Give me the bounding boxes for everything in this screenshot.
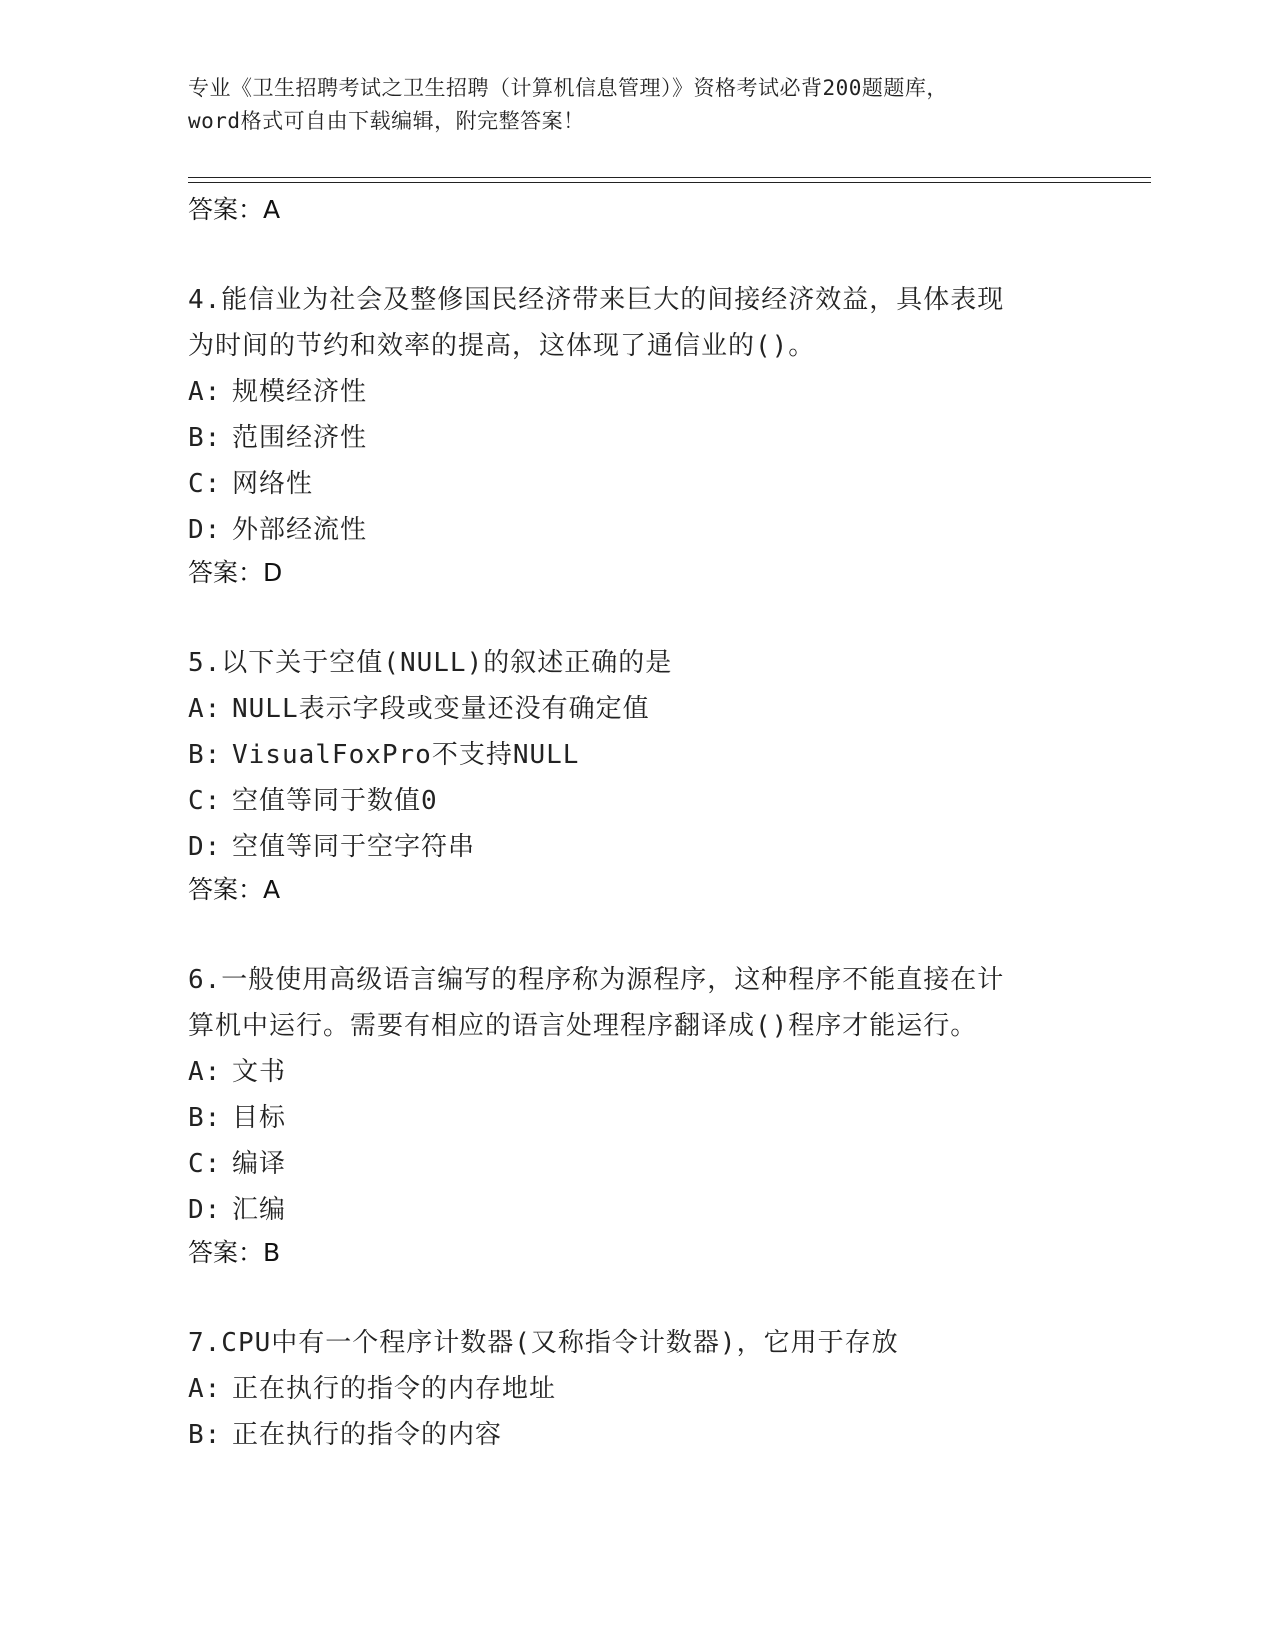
option-key: B: bbox=[188, 423, 222, 453]
option-text: 正在执行的指令的内容 bbox=[232, 1420, 503, 1450]
question-block bbox=[188, 1320, 1088, 1458]
answer-line: 答案：A bbox=[188, 195, 281, 224]
option-key: C: bbox=[188, 1149, 222, 1179]
option-key: C: bbox=[188, 469, 222, 499]
option-text: 网络性 bbox=[232, 469, 314, 499]
stem-line: 为时间的节约和效率的提高，这体现了通信业的()。 bbox=[188, 331, 816, 361]
spacer bbox=[188, 593, 1088, 640]
answer-line: 答案：A bbox=[188, 875, 281, 904]
option-key: B: bbox=[188, 740, 222, 770]
option-b bbox=[188, 415, 1088, 461]
question-stem bbox=[188, 1320, 1088, 1366]
option-text: 正在执行的指令的内存地址 bbox=[232, 1374, 557, 1404]
question-stem bbox=[188, 957, 1088, 1049]
option-a bbox=[188, 1366, 1088, 1412]
option-text: 空值等同于数值0 bbox=[232, 786, 438, 816]
option-a bbox=[188, 686, 1088, 732]
stem-line: 算机中运行。需要有相应的语言处理程序翻译成()程序才能运行。 bbox=[188, 1011, 978, 1041]
document-header bbox=[188, 72, 1088, 138]
option-text: NULL表示字段或变量还没有确定值 bbox=[232, 694, 650, 724]
answer-line: 答案：D bbox=[188, 558, 283, 587]
question-stem bbox=[188, 277, 1088, 369]
option-key: B: bbox=[188, 1103, 222, 1133]
option-key: C: bbox=[188, 786, 222, 816]
stem-line: 4.能信业为社会及整修国民经济带来巨大的间接经济效益，具体表现 bbox=[188, 285, 1005, 315]
option-key: A: bbox=[188, 377, 222, 407]
option-c bbox=[188, 778, 1088, 824]
option-text: 目标 bbox=[232, 1103, 287, 1133]
stem-line: 5.以下关于空值(NULL)的叙述正确的是 bbox=[188, 648, 673, 678]
option-text: 外部经流性 bbox=[232, 515, 368, 545]
option-c bbox=[188, 1141, 1088, 1187]
option-a bbox=[188, 1049, 1088, 1095]
option-d bbox=[188, 1187, 1088, 1233]
spacer bbox=[188, 230, 1088, 277]
option-b bbox=[188, 1412, 1088, 1458]
header-line-1: 专业《卫生招聘考试之卫生招聘（计算机信息管理）》资格考试必背200题题库， bbox=[188, 76, 948, 100]
question-block bbox=[188, 277, 1088, 593]
option-key: B: bbox=[188, 1420, 222, 1450]
option-text: 范围经济性 bbox=[232, 423, 368, 453]
option-text: VisualFoxPro不支持NULL bbox=[232, 740, 580, 770]
option-text: 空值等同于空字符串 bbox=[232, 832, 476, 862]
spacer bbox=[188, 1273, 1088, 1320]
option-key: D: bbox=[188, 1195, 222, 1225]
header-divider-bottom bbox=[188, 182, 1151, 183]
option-key: A: bbox=[188, 694, 222, 724]
question-block bbox=[188, 957, 1088, 1273]
option-a bbox=[188, 369, 1088, 415]
option-d bbox=[188, 507, 1088, 553]
option-c bbox=[188, 461, 1088, 507]
answer-line: 答案：B bbox=[188, 1238, 281, 1267]
option-key: A: bbox=[188, 1374, 222, 1404]
stem-line: 7.CPU中有一个程序计数器(又称指令计数器)，它用于存放 bbox=[188, 1328, 899, 1358]
spacer bbox=[188, 910, 1088, 957]
option-key: D: bbox=[188, 832, 222, 862]
option-b bbox=[188, 1095, 1088, 1141]
option-key: A: bbox=[188, 1057, 222, 1087]
header-line-2: word格式可自由下载编辑，附完整答案！ bbox=[188, 109, 585, 133]
question-stem bbox=[188, 640, 1088, 686]
option-text: 文书 bbox=[232, 1057, 287, 1087]
question-list bbox=[188, 190, 1088, 1458]
header-divider-top bbox=[188, 177, 1151, 178]
stem-line: 6.一般使用高级语言编写的程序称为源程序，这种程序不能直接在计 bbox=[188, 965, 1005, 995]
option-text: 汇编 bbox=[232, 1195, 287, 1225]
question-block bbox=[188, 640, 1088, 910]
option-d bbox=[188, 824, 1088, 870]
option-text: 规模经济性 bbox=[232, 377, 368, 407]
option-key: D: bbox=[188, 515, 222, 545]
option-b bbox=[188, 732, 1088, 778]
option-text: 编译 bbox=[232, 1149, 287, 1179]
